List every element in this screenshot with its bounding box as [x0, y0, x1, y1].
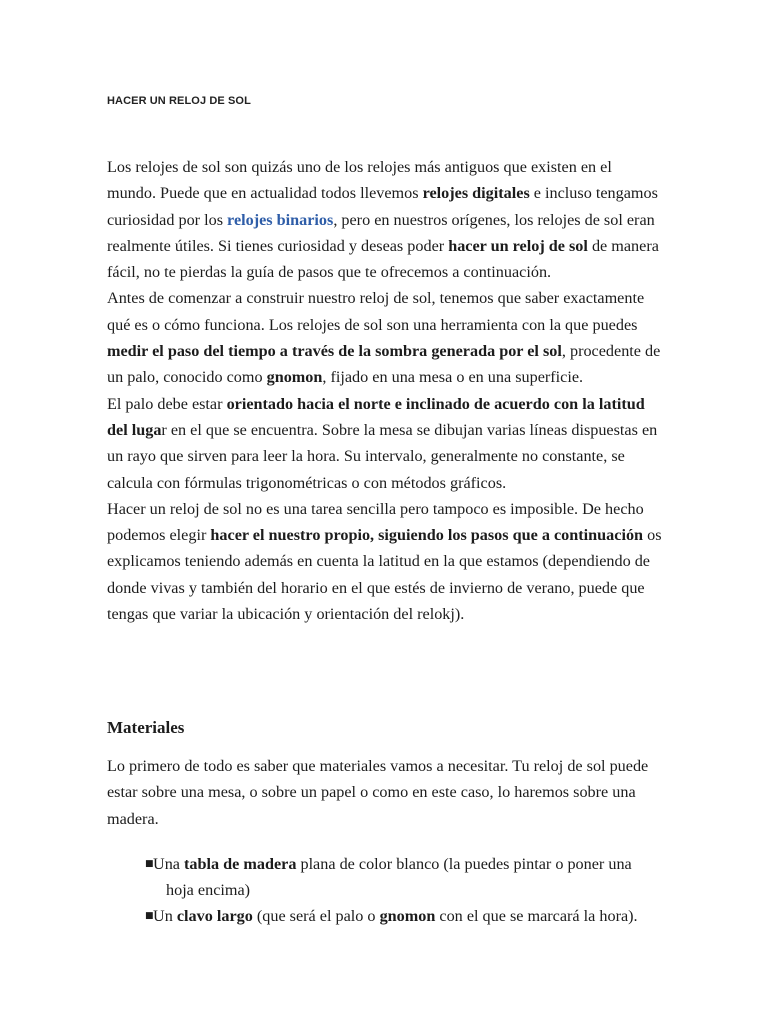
text-run: con el que se marcará la hora).: [435, 907, 638, 925]
bold-text: gnomon: [266, 368, 323, 387]
bold-text: medir el paso del tiempo a través de la sombra generada por el sol: [107, 342, 562, 361]
text-run: e incluso tengamos curiosidad por los: [107, 184, 658, 229]
bold-text: orientado hacia el norte e inclinado de acuerdo con la latitud del luga: [107, 394, 645, 439]
materials-intro-text: Lo primero de todo es saber que materiales vamos a necesitar. Tu reloj de sol puede estar sobre una mesa, o sobre un papel o como en este caso, lo haremos sobre una madera.: [107, 757, 649, 828]
bold-text: clavo largo: [176, 907, 253, 925]
text-run: El palo debe estar: [107, 394, 227, 413]
text-run: r en el que se encuentra. Sobre la mesa se dibujan varias líneas dispuestas en un rayo que sirven para leer la hora. Su intervalo, generalmente no constante, se calcula con fórmulas trigonométricas o con métodos gráficos.: [107, 420, 658, 492]
square-bullet-icon: ■: [145, 859, 154, 869]
materials-heading: Materiales: [107, 718, 185, 737]
paragraph-instructions: [107, 496, 662, 627]
text-run: , procedente de un palo, conocido como: [107, 342, 661, 387]
text-run: os explicamos teniendo además en cuenta la latitud en la que estamos (dependiendo de donde vivas y también del horario en el que estés de invierno de verano, puede que tengas que variar la ubicación y orientación del relokj).: [107, 526, 662, 624]
text-run: Un: [153, 907, 177, 925]
relojes-binarios-link[interactable]: relojes binarios: [227, 210, 334, 229]
paragraph-orientation: [107, 391, 662, 496]
paragraph-intro: [107, 154, 662, 285]
text-run: hoja encima): [166, 881, 251, 899]
bold-text: gnomon: [379, 907, 436, 925]
text-run: Hacer un reloj de sol no es una tarea sencilla pero tampoco es imposible. De hecho podemos elegir: [107, 499, 644, 545]
text-run: Los relojes de sol son quizás uno de los relojes más antiguos que existen en el mundo. Puede que en actualidad todos llevemos: [107, 158, 612, 203]
list-item: [145, 903, 665, 929]
list-item: [145, 851, 665, 903]
text-run: , pero en nuestros orígenes, los relojes de sol eran realmente útiles. Si tienes curiosidad y deseas poder: [107, 210, 655, 255]
text-run: , fijado en una mesa o en una superficie.: [322, 368, 584, 387]
bold-text: relojes digitales: [422, 184, 530, 203]
text-run: plana de color blanco (la puedes pintar o poner una: [296, 855, 632, 873]
bold-text: hacer el nuestro propio, siguiendo los pasos que a continuación: [210, 526, 644, 545]
bold-text: hacer un reloj de sol: [448, 236, 588, 255]
paragraph-definition: [107, 285, 662, 390]
text-run: Una: [153, 855, 185, 873]
text-run: Antes de comenzar a construir nuestro reloj de sol, tenemos que saber exactamente qué es o cómo funciona. Los relojes de sol son una herramienta con la que puedes: [107, 289, 645, 334]
materials-list: [145, 851, 665, 929]
document-title: HACER UN RELOJ DE SOL: [107, 95, 251, 107]
document-body: [107, 154, 662, 627]
bold-text: tabla de madera: [184, 855, 297, 873]
text-run: de manera fácil, no te pierdas la guía de pasos que te ofrecemos a continuación.: [107, 236, 659, 282]
text-run: (que será el palo o: [252, 907, 380, 925]
square-bullet-icon: ■: [145, 911, 154, 921]
materials-intro: [107, 753, 662, 832]
